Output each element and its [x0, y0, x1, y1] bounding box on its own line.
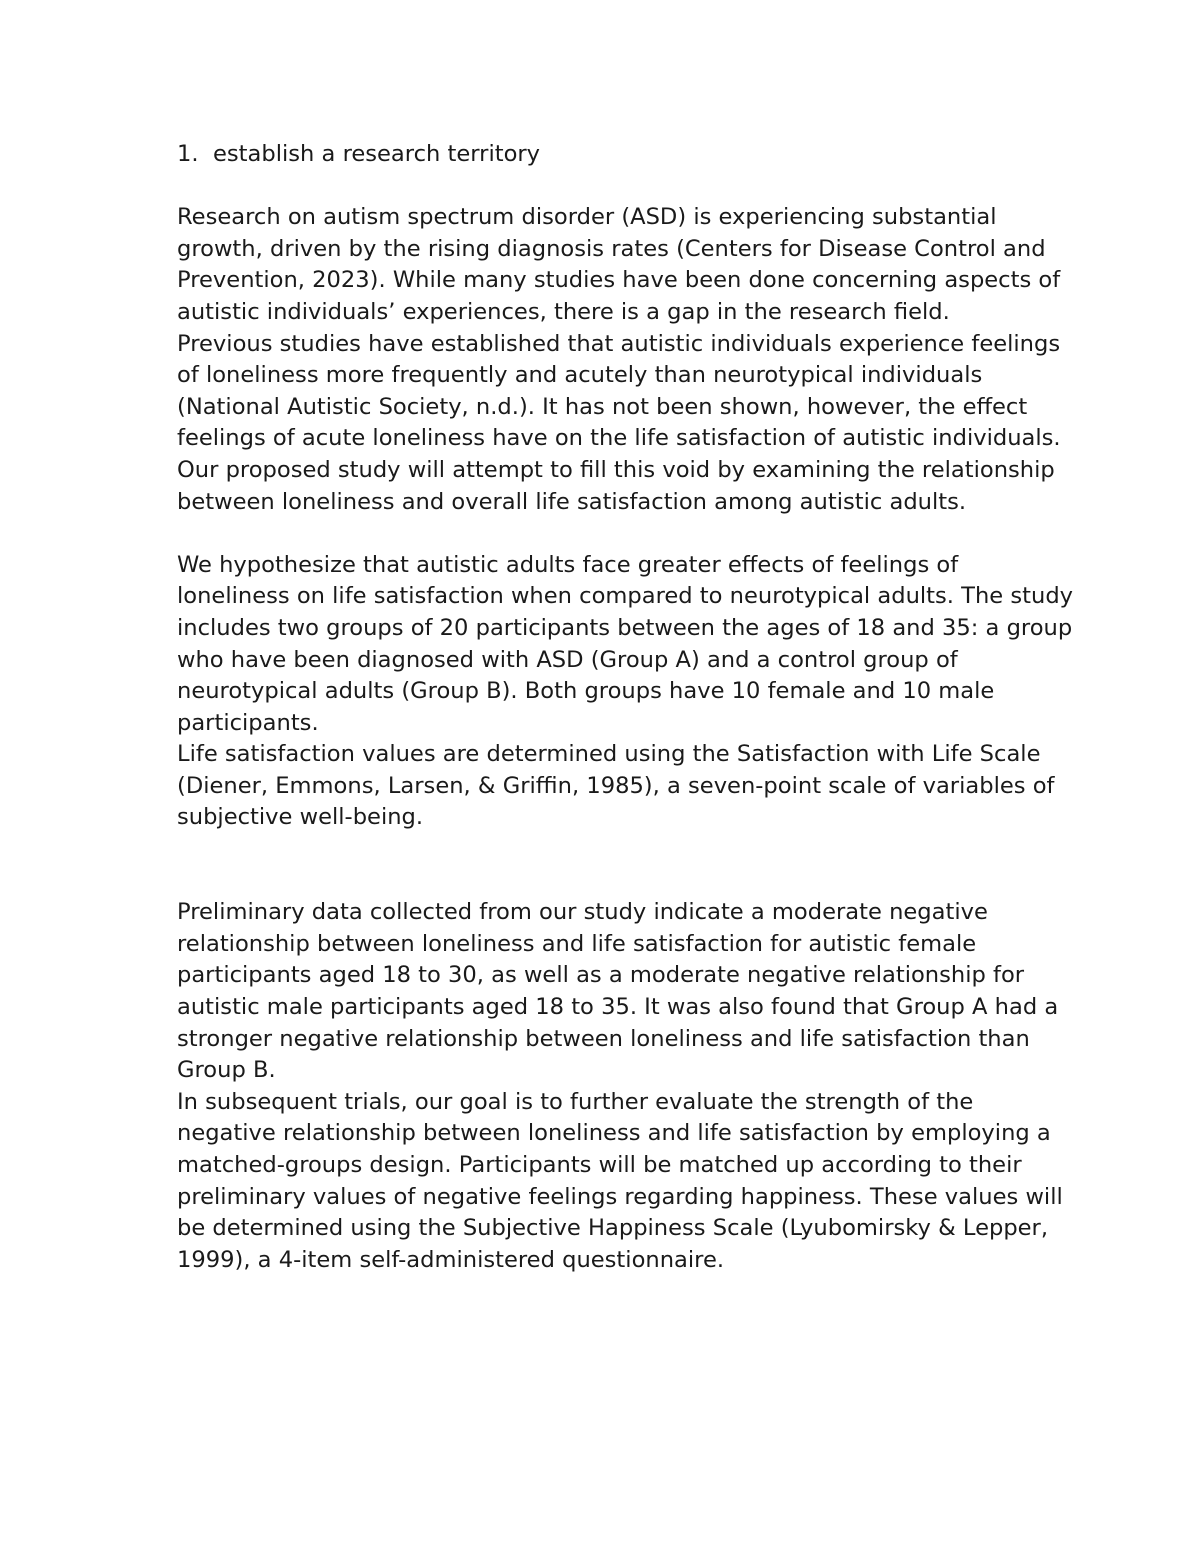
- paragraph-intro: Research on autism spectrum disorder (ASD) is experiencing substantial growth, driven by the rising diagnosis rates (Centers for Disease Control and Prevention, 2023). While many studies have been done concerning aspects of autistic individuals’ experiences, there is a gap in the research field.: [177, 204, 1061, 325]
- section-heading: [177, 139, 1077, 171]
- heading-number: 1.: [177, 141, 199, 167]
- paragraph-preliminary-data: Preliminary data collected from our study indicate a moderate negative relationship between loneliness and life satisfaction for autistic female participants aged 18 to 30, as well as a moderate negative relationship for autistic male participants aged 18 to 35. It was also found that Group A had a stronger negative relationship between loneliness and life satisfaction than Group B.: [177, 899, 1059, 1084]
- paragraph-life-satisfaction: Life satisfaction values are determined using the Satisfaction with Life Scale (Diener, Emmons, Larsen, & Griffin, 1985), a seven-point scale of variables of subjective well-being.: [177, 741, 1055, 831]
- paragraph-hypothesis: We hypothesize that autistic adults face greater effects of feelings of loneliness on life satisfaction when compared to neurotypical adults. The study includes two groups of 20 participants between the ages of 18 and 35: a group who have been diagnosed with ASD (Group A) and a control group of neurotypical adults (Group B). Both groups have 10 female and 10 male participants.: [177, 551, 1074, 736]
- blank-lines: [177, 834, 1077, 897]
- paragraph-previous-studies: Previous studies have established that autistic individuals experience feelings of loneliness more frequently and acutely than neurotypical individuals (National Autistic Society, n.d.). It has not been shown, however, the effect feelings of acute loneliness have on the life satisfaction of autistic individuals.: [177, 330, 1061, 452]
- paragraph-subsequent-trials: In subsequent trials, our goal is to further evaluate the strength of the negative relationship between loneliness and life satisfaction by employing a matched-groups design. Participants will be matched up according to their preliminary values of negative feelings regarding happiness. These values will be determined using the Subjective Happiness Scale (Lyubomirsky & Lepper, 1999), a 4-item self-administered questionnaire.: [177, 1088, 1063, 1273]
- blank-line: [177, 518, 1077, 550]
- heading-text: establish a research territory: [213, 141, 541, 167]
- blank-line: [177, 171, 1077, 203]
- document-page: [177, 139, 1077, 1276]
- paragraph-proposed-study: Our proposed study will attempt to fill this void by examining the relationship between loneliness and overall life satisfaction among autistic adults.: [177, 456, 1055, 515]
